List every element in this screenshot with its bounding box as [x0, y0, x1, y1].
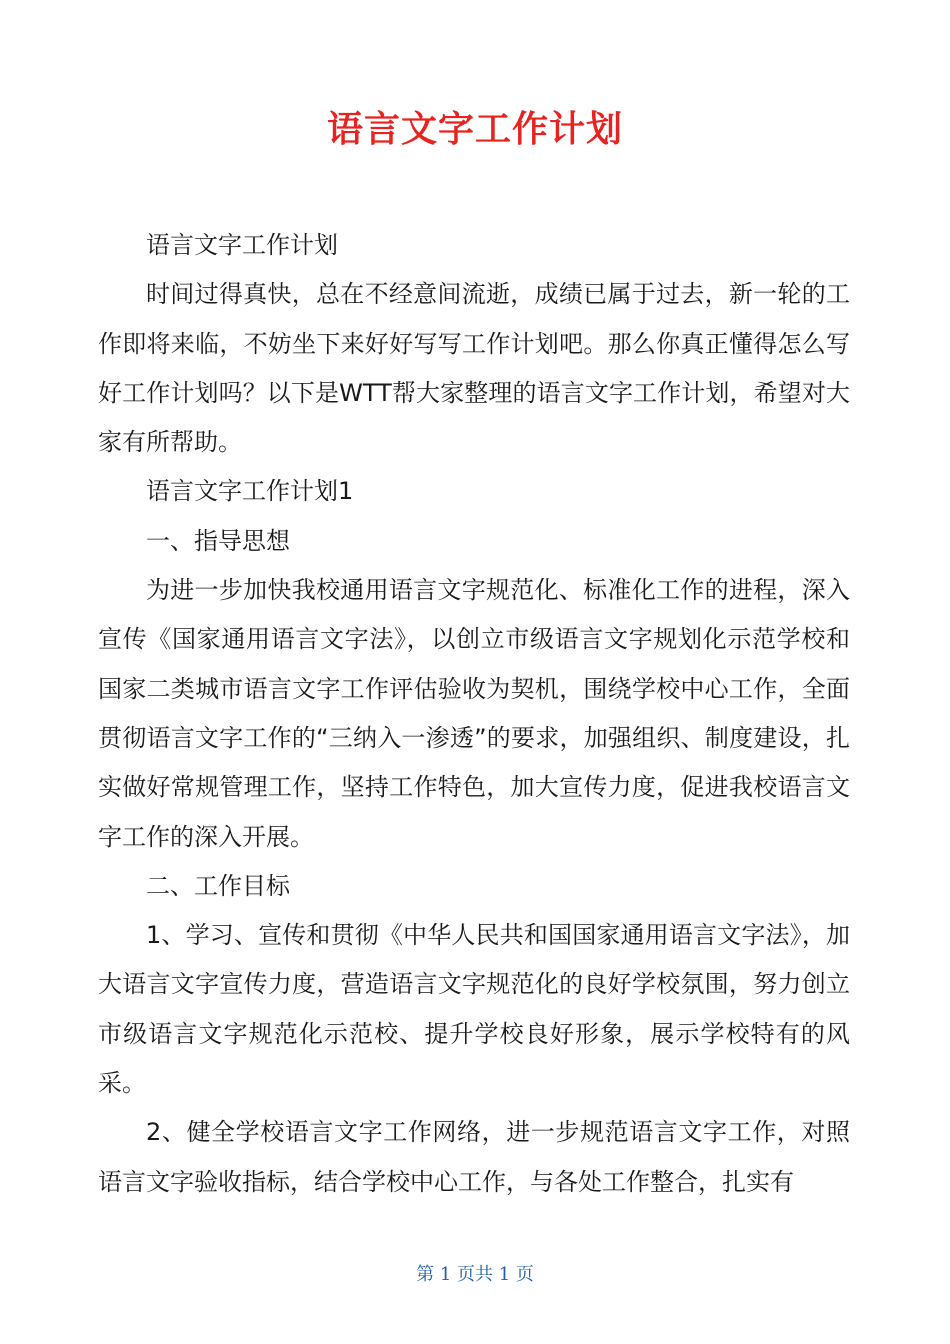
- paragraph-goal-2: 2、健全学校语言文字工作网络，进一步规范语言文字工作，对照语言文字验收指标，结合学校中心工作，与各处工作整合，扎实有: [98, 1118, 850, 1196]
- section-heading-guiding-ideology: 一、指导思想: [146, 526, 290, 555]
- paragraph-intro: 时间过得真快，总在不经意间流逝，成绩已属于过去，新一轮的工作即将来临，不妨坐下来好好写写工作计划吧。那么你真正懂得怎么写好工作计划吗？以下是WTT帮大家整理的语言文字工作计划，希望对大家有所帮助。: [98, 280, 850, 457]
- document-title: 语言文字工作计划: [326, 109, 623, 150]
- paragraph-subtitle: 语言文字工作计划: [146, 231, 338, 259]
- paragraph-plan-heading: 语言文字工作计划1: [146, 477, 354, 506]
- section-heading-work-goals: 二、工作目标: [146, 871, 290, 900]
- page-number-footer: 第 1 页共 1 页: [416, 1264, 534, 1285]
- paragraph-goal-1: 1、学习、宣传和贯彻《中华人民共和国国家通用语言文字法》，加大语言文字宣传力度，营造语言文字规范化的良好学校氛围，努力创立市级语言文字规范化示范校、提升学校良好形象，展示学校特有的风采。: [98, 921, 850, 1098]
- paragraph-guiding-ideology: 为进一步加快我校通用语言文字规范化、标准化工作的进程，深入宣传《国家通用语言文字法》，以创立市级语言文字规划化示范学校和国家二类城市语言文字工作评估验收为契机，围绕学校中心工作，全面贯彻语言文字工作的“三纳入一渗透”的要求，加强组织、制度建设，扎实做好常规管理工作，坚持工作特色，加大宣传力度，促进我校语言文字工作的深入开展。: [98, 576, 850, 851]
- document-body: [98, 221, 850, 1207]
